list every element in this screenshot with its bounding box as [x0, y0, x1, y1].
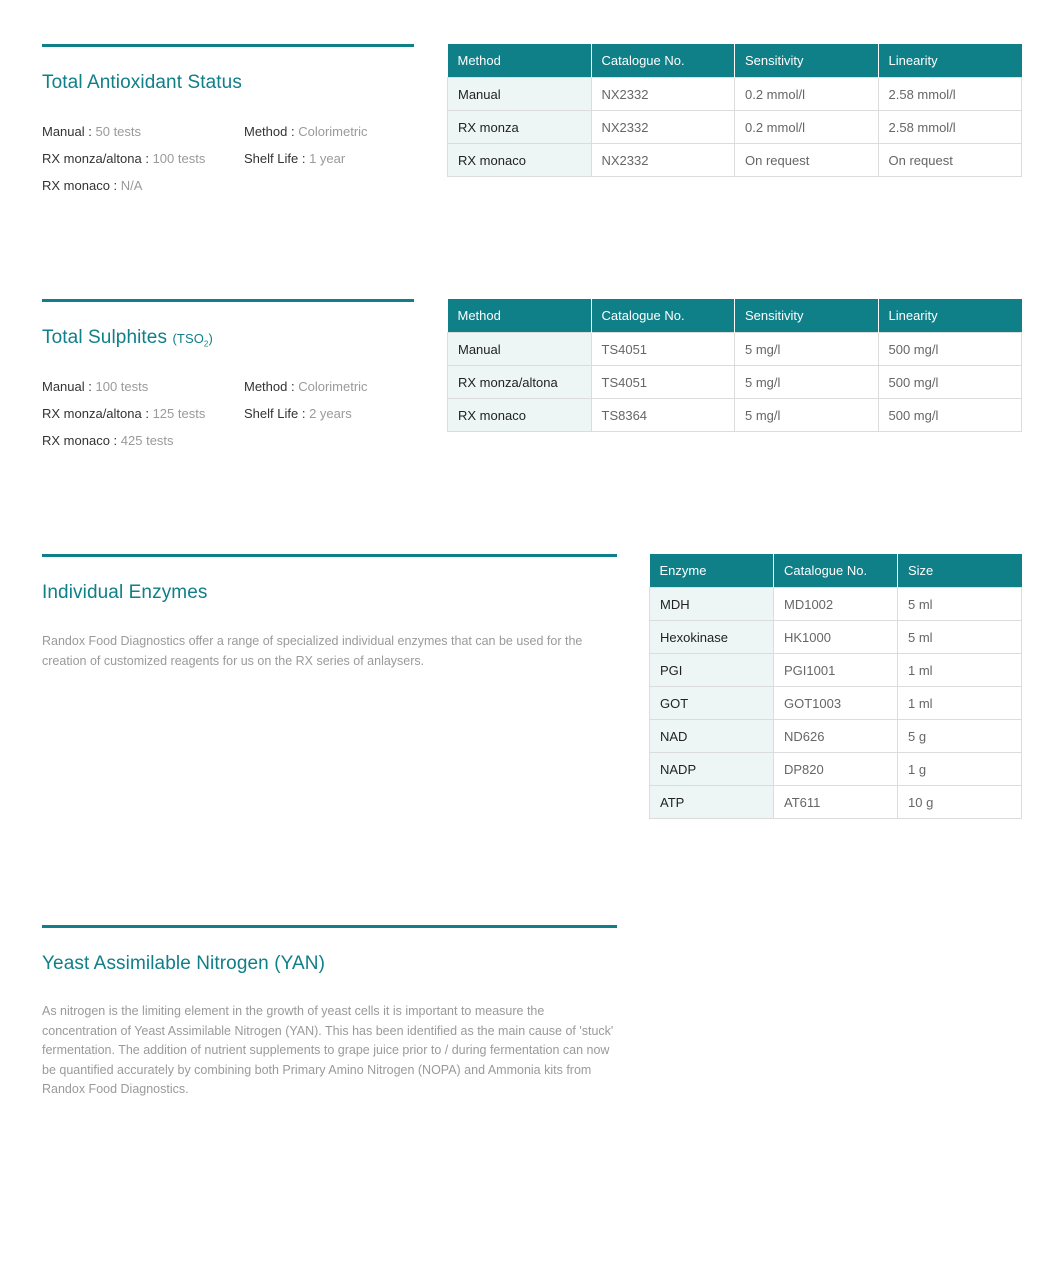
- table-cell: Manual: [448, 78, 592, 111]
- table-row: [448, 366, 1022, 399]
- spec-value: 2 years: [309, 406, 352, 421]
- spec-value: 100 tests: [95, 379, 149, 394]
- spec-shelf-life: [244, 151, 345, 166]
- spec-value: 50 tests: [95, 124, 142, 139]
- section-title: Yeast Assimilable Nitrogen (YAN): [42, 953, 326, 974]
- enzymes-table: [649, 554, 1022, 819]
- table-row: [650, 753, 1022, 786]
- table-cell: Hexokinase: [650, 621, 774, 654]
- table-cell: MD1002: [774, 588, 898, 621]
- table-cell: PGI: [650, 654, 774, 687]
- table-cell: 5 g: [898, 720, 1022, 753]
- section-title: [42, 327, 213, 349]
- table-cell: TS8364: [591, 399, 735, 432]
- table-row: [650, 654, 1022, 687]
- table-cell: On request: [878, 144, 1022, 177]
- formula-part: ): [208, 331, 213, 346]
- table-row: [650, 720, 1022, 753]
- table-cell: RX monaco: [448, 399, 592, 432]
- spec-label: Method :: [244, 379, 295, 394]
- table-header-row: [448, 44, 1022, 78]
- spec-value: Colorimetric: [298, 124, 368, 139]
- table-row: [448, 111, 1022, 144]
- spec-manual: [42, 379, 148, 394]
- table-cell: TS4051: [591, 366, 735, 399]
- column-header: Linearity: [878, 44, 1022, 78]
- table-cell: NX2332: [591, 111, 735, 144]
- column-header: Enzyme: [650, 554, 774, 588]
- spec-label: Manual :: [42, 124, 92, 139]
- section-divider: [42, 554, 617, 557]
- spec-value: 425 tests: [120, 433, 174, 448]
- column-header: Method: [448, 44, 592, 78]
- section-divider: [42, 299, 414, 302]
- section-title-text: Total Sulphites: [42, 327, 168, 348]
- table-cell: GOT: [650, 687, 774, 720]
- spec-rx-monza-altona: [42, 406, 205, 421]
- spec-value: 125 tests: [152, 406, 206, 421]
- spec-rx-monaco: [42, 178, 142, 193]
- table-cell: 10 g: [898, 786, 1022, 819]
- spec-value: 1 year: [309, 151, 346, 166]
- column-header: Method: [448, 299, 592, 333]
- table-row: [448, 144, 1022, 177]
- table-cell: NADP: [650, 753, 774, 786]
- table-row: [650, 687, 1022, 720]
- column-header: Linearity: [878, 299, 1022, 333]
- table-cell: 5 mg/l: [735, 366, 879, 399]
- column-header: Catalogue No.: [591, 299, 735, 333]
- table-cell: 5 mg/l: [735, 333, 879, 366]
- sulphites-table: [447, 299, 1022, 432]
- table-cell: NX2332: [591, 78, 735, 111]
- table-cell: 0.2 mmol/l: [735, 111, 879, 144]
- table-cell: RX monza/altona: [448, 366, 592, 399]
- spec-value: 100 tests: [152, 151, 206, 166]
- table-cell: DP820: [774, 753, 898, 786]
- table-cell: RX monaco: [448, 144, 592, 177]
- spec-rx-monaco: [42, 433, 174, 448]
- column-header: Catalogue No.: [774, 554, 898, 588]
- table-cell: 5 ml: [898, 621, 1022, 654]
- spec-label: RX monza/altona :: [42, 406, 149, 421]
- section-title: Individual Enzymes: [42, 582, 208, 603]
- spec-label: RX monaco :: [42, 433, 118, 448]
- table-cell: GOT1003: [774, 687, 898, 720]
- table-cell: 500 mg/l: [878, 399, 1022, 432]
- spec-method: [244, 379, 368, 394]
- spec-label: Shelf Life :: [244, 151, 306, 166]
- table-cell: ND626: [774, 720, 898, 753]
- table-cell: TS4051: [591, 333, 735, 366]
- table-header-row: [650, 554, 1022, 588]
- spec-label: Manual :: [42, 379, 92, 394]
- spec-rx-monza-altona: [42, 151, 205, 166]
- table-cell: 0.2 mmol/l: [735, 78, 879, 111]
- section-title-formula: [172, 331, 213, 349]
- section-title: Total Antioxidant Status: [42, 72, 242, 93]
- column-header: Size: [898, 554, 1022, 588]
- spec-label: Shelf Life :: [244, 406, 306, 421]
- table-row: [650, 621, 1022, 654]
- table-cell: 1 g: [898, 753, 1022, 786]
- table-cell: ATP: [650, 786, 774, 819]
- spec-value: N/A: [120, 178, 143, 193]
- spec-manual: [42, 124, 141, 139]
- table-row: [448, 399, 1022, 432]
- table-row: [650, 588, 1022, 621]
- table-cell: NAD: [650, 720, 774, 753]
- column-header: Catalogue No.: [591, 44, 735, 78]
- spec-label: RX monaco :: [42, 178, 118, 193]
- table-cell: 5 ml: [898, 588, 1022, 621]
- table-row: [448, 78, 1022, 111]
- tas-table: [447, 44, 1022, 177]
- table-cell: AT611: [774, 786, 898, 819]
- section-divider: [42, 44, 414, 47]
- table-cell: HK1000: [774, 621, 898, 654]
- section-description: As nitrogen is the limiting element in the growth of yeast cells it is important to measure the concentration of Yeast Assimilable Nitrogen (YAN). This has been identified as the main cause of 'stuck' fermentation. The addition of nutrient supplements to grape juice prior to / during fermentation can now be quantified accurately by combining both Primary Amino Nitrogen (NOPA) and Ammonia kits from Randox Food Diagnostics.: [42, 1004, 614, 1096]
- column-header: Sensitivity: [735, 44, 879, 78]
- table-cell: On request: [735, 144, 879, 177]
- table-cell: MDH: [650, 588, 774, 621]
- table-row: [448, 333, 1022, 366]
- table-header-row: [448, 299, 1022, 333]
- table-row: [650, 786, 1022, 819]
- spec-shelf-life: [244, 406, 352, 421]
- column-header: Sensitivity: [735, 299, 879, 333]
- table-cell: 1 ml: [898, 654, 1022, 687]
- formula-part: (TSO: [172, 331, 204, 346]
- spec-value: Colorimetric: [298, 379, 368, 394]
- spec-label: RX monza/altona :: [42, 151, 149, 166]
- table-cell: 2.58 mmol/l: [878, 78, 1022, 111]
- table-cell: 500 mg/l: [878, 366, 1022, 399]
- spec-method: [244, 124, 368, 139]
- section-description: Randox Food Diagnostics offer a range of specialized individual enzymes that can be used for the creation of customized reagents for us on the RX series of anlaysers.: [42, 634, 583, 668]
- table-cell: 2.58 mmol/l: [878, 111, 1022, 144]
- table-cell: NX2332: [591, 144, 735, 177]
- table-cell: 500 mg/l: [878, 333, 1022, 366]
- section-divider: [42, 925, 617, 928]
- table-cell: PGI1001: [774, 654, 898, 687]
- formula-subscript: 2: [203, 339, 209, 349]
- table-cell: 5 mg/l: [735, 399, 879, 432]
- table-cell: Manual: [448, 333, 592, 366]
- table-cell: 1 ml: [898, 687, 1022, 720]
- spec-label: Method :: [244, 124, 295, 139]
- table-cell: RX monza: [448, 111, 592, 144]
